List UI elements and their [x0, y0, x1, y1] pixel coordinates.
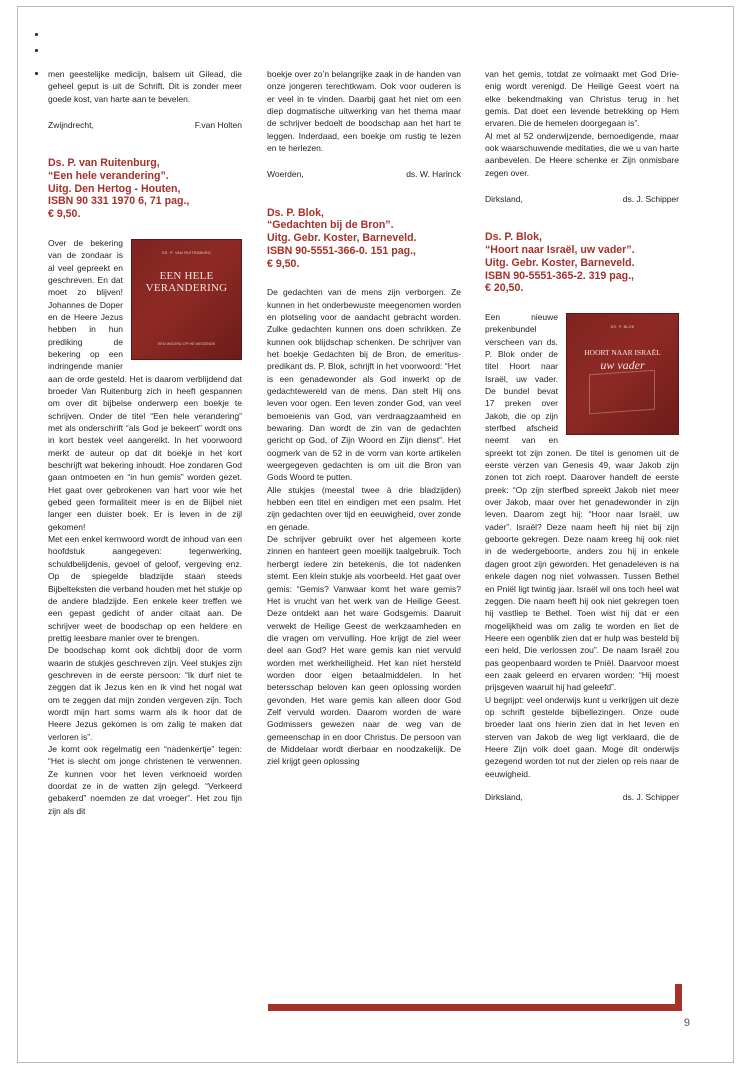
margin-mark — [35, 72, 38, 75]
book-title: “Hoort naar Israël, uw vader”. — [485, 244, 635, 257]
review-paragraph: Alle stukjes (meestal twee à drie bladzijden) hebben een titel en eindigen met een psalm. Het zijn gedachten over tijd en eeuwigheid, over zonde en genade. — [267, 484, 461, 532]
cover-author: DS. P. VAN RUITENBURG — [161, 250, 212, 255]
review-end-text: van het gemis, totdat ze volmaakt met God Drie-enig wordt verenigd. De Heilige Geest voert na elke bekendmaking van Christus terug in het gemis. Dat doet een levende betrekking op Hem ervaren. Die de hemelen doorgegaan is”. — [485, 69, 679, 129]
signature-name: F.van Holten — [194, 120, 242, 131]
book-heading — [267, 207, 461, 271]
column-1 — [48, 68, 242, 817]
review-paragraph: Over de bekering van de zondaar is al veel gepreekt en geschreven. En dat moet zo blijven! Johannes de Doper en de Heere Jezus hebben in hun prediking de bekering op een indringende manier aan de orde gesteld. Het is daarom verblijdend dat broeder Van Ruitenburg zich in heeft gespannen om over dit bijbelse onderwerp een boekje te schrijven. Onder de titel “Een hele verandering” met als onderschrift “als God je bekeert” wordt ons in kort bestek veel aangereikt. In het voorwoord merkt de auteur op dat dit boekje in het kort beschrijft wat bekering inhoudt. Hoe zondaren God gaan ontmoeten en “in hun gemis” worden gezet. Het gaat over gebrokenen van hart voor wie het gebed geen formaliteit meer is en de Bijbel niet langer een duister boek. Er is leven in de zijl gekomen! — [48, 237, 242, 532]
page-number: 9 — [683, 1017, 690, 1029]
signature — [485, 193, 679, 205]
review-end-text: men geestelijke medicijn, balsem uit Gilead, die geheel geput is uit de Schrift. Dit is zonder meer goede kost, van harte aan te bevelen. — [48, 69, 242, 104]
book-author: Ds. P. Blok, — [485, 231, 542, 244]
signature — [267, 168, 461, 180]
book-cover-image — [131, 239, 242, 360]
cover-subtitle: EEN WOORD OP HE WEGENDE — [157, 341, 216, 346]
margin-mark — [35, 49, 38, 52]
book-heading — [48, 157, 242, 221]
review-paragraph: Met een enkel kernwoord wordt de inhoud van een hoofdstuk aangegeven: tegenwerking, schuldbelijdenis, gevoel of geloof, vergeving enz. Op de spiegelde bladzijde staan steeds Bijbelteksten die verband houden met het stukje op de andere bladzijde. Een enkele keer treffen we een gepast gedicht of ander citaat aan. De schrijver weet de boodschap op een heldere en prettig leesbare manier over te brengen. — [48, 534, 242, 643]
book-author: Ds. P. Blok, — [267, 206, 324, 219]
book-publisher: Uitg. Gebr. Koster, Barneveld. — [485, 256, 635, 269]
book-publisher: Uitg. Den Hertog - Houten, — [48, 182, 181, 195]
column-2 — [267, 68, 461, 768]
book-author: Ds. P. van Ruitenburg, — [48, 157, 160, 170]
cover-title-script: uw vader — [600, 357, 645, 372]
signature-name: ds. J. Schipper — [622, 792, 679, 803]
review-paragraph: Je komt ook regelmatig een “nadenkertje” tegen: “Het is slecht om jonge christenen te verwennen. Ze kunnen voor het leven verknoeid worden doordat ze in de watten zijn gelegd. “Verkeerd gebakerd” noemden ze dat vroeger”. Het zou fijn zijn als dit — [48, 743, 242, 816]
book-title: “Gedachten bij de Bron”. — [267, 219, 394, 232]
signature — [48, 119, 242, 131]
signature-place: Dirksland, — [485, 194, 523, 205]
book-price: € 20,50. — [485, 282, 524, 295]
review-paragraph: De schrijver gebruikt over het algemeen korte zinnen en hanteert geen moeilijk taalgebruik. Toch herbergt iedere zin betekenis, die tot nadenken stemt. Een klein stukje als voorbeeld. Het gaat over gemis: “Gemis? Vanwaar komt het ware gemis? Het is vrucht van het werk van de Heilige Geest. Deze ontdekt aan het ware Godsgemis. Daaruit verwekt de Heilige Geest de werkzaamheden en die vragen om vervulling. Hoe krijgt de ziel weer deel aan God? Het ware gemis kan niet vervuld worden met werkheiligheid. Het kan niet hersteld worden door eigen betaalmiddelen. In het betersschap beloven kan geen oplossing worden gevonden. Het ware gemis kan alleen door God Zelf vervuld worden. Daarom worden de ware Godmissers gewezen naar de weg van de gemeenschap in en door Christus. De persoon van de Middelaar wordt dierbaar en noodzakelijk. De ziel krijgt geen oplossing — [267, 534, 461, 767]
review-paragraph: De boodschap komt ook dichtbij door de vorm waarin de stukjes geschreven zijn. Veel stukjes zijn geschreven in de eerste persoon: “Ik durf niet te zeggen dat ik Jezus ken en ik vind het nogal wat om te zeggen dat mijn zonden vergeven zijn. Toch wordt mijn hart soms warm als ik hoor dat de Heere Jezus gekomen is om zalig te maken dat verloren is”. — [48, 645, 242, 742]
signature-place: Zwijndrecht, — [48, 120, 94, 131]
footer-rule — [268, 1004, 678, 1011]
footer-rule-end — [675, 984, 682, 1011]
book-isbn: ISBN 90-5551-366-0. 151 pag., — [267, 244, 416, 257]
signature-name: ds. J. Schipper — [622, 194, 679, 205]
book-title: “Een hele verandering”. — [48, 170, 169, 183]
cover-page-illustration — [589, 370, 655, 415]
signature — [485, 791, 679, 803]
margin-mark — [35, 33, 38, 36]
signature-place: Woerden, — [267, 169, 304, 180]
book-heading — [485, 231, 679, 295]
book-price: € 9,50. — [48, 208, 81, 221]
cover-author: DS. P. BLOK — [610, 324, 635, 329]
signature-name: ds. W. Harinck — [406, 169, 461, 180]
book-publisher: Uitg. Gebr. Koster, Barneveld. — [267, 232, 417, 245]
cover-title: HOORT NAAR ISRAËL — [584, 347, 661, 357]
review-paragraph: U begrijpt: veel onderwijs kunt u verkrijgen uit deze op schrift gestelde bijbellezingen. Onze oude broeder laat ons hierin zien dat in het leven en sterven van Jakob de weg ligt verklaard, die de Heere Zijn volk doet gaan. Moge dit onderwijs gezegend worden tot nut der zielen op reis naar de eeuwigheid. — [485, 694, 679, 779]
review-end-text: Al met al 52 onderwijzende, bemoedigende, maar ook waarschuwende meditaties, die we u van harte aanbevelen. De Heere schenke er Zijn onmisbare zegen over. — [485, 130, 679, 178]
book-cover-image — [566, 313, 679, 435]
signature-place: Dirksland, — [485, 792, 523, 803]
review-paragraph: De gedachten van de mens zijn verborgen. Ze kunnen in het onderbewuste meegenomen worden en plotseling voor de aandacht gebracht worden. Zulke gedachten kunnen ons doen schrikken. Ze kunnen ook blijdschap schenken. De schrijver van het boekje Gedachten bij de Bron, de emeritus-predikant ds. P. Blok, schrijft in het voorwoord: “Het is een genadewonder als God inwerkt op de gedachtewereld van de mens. Dan stelt Hij ons leven voor ogen. Een leven zonder God, van veel bemoeienis van God, van verdraagzaamheid en bewaring. Dan wordt de zin van de gedachten gericht op God, of Zijn Woord en Zijn dienst”. Het oogmerk van de 52 in de vorm van korte artikelen weergegeven gedachten is om uit die Bron van Gods Woord te putten. — [267, 287, 461, 483]
book-isbn: ISBN 90-5551-365-2. 319 pag., — [485, 269, 634, 282]
column-3 — [485, 68, 679, 803]
review-end-text: boekje over zo’n belangrijke zaak in de handen van onze jongeren terechtkwam. Ook voor ouderen is er veel in te vinden. Daarbij gaat het niet om een diep dogmatische uitwerking van het thema maar de schrijver bedoelt de boodschap aan het hart te leggen. Inderdaad, een boekje om rustig te lezen en te herlezen. — [267, 69, 461, 154]
book-isbn: ISBN 90 331 1970 6, 71 pag., — [48, 195, 190, 208]
cover-title: EEN HELE VERANDERING — [145, 269, 228, 294]
book-price: € 9,50. — [267, 257, 300, 270]
review-paragraph: Een nieuwe prekenbundel verscheen van ds. P. Blok onder de titel Hoort naar Israël, uw vader. De bundel bevat 17 preken over Jakob, die op zijn sterfbed afscheid neemt van en spreekt tot zijn zonen. De titel is genomen uit de eerste verzen van Genesis 49, waar Jakob zijn zonen tot zich roept. Daarover handelt de eerste preek: “Op zijn sterfbed spreekt Jakob niet meer over Jakob, maar over het genadewonder in zijn leven. Daarom zegt hij: “Hoor naar Israël, uw vader”. Israël? Deze naam heeft hij niet bij zijn geboorte gekregen. Deze naam kreeg hij ook niet in de wedergeboorte, anders zou hij in enkele dagen groot zijn geworden. Het genadeleven is na enkele dagen nog niet volwassen. Tussen Bethel en Pniël ligt twintig jaar. Israël wil ons toch heel wat zeggen. Die naam heeft hij ook niet gekregen toen hij vastliep te Bethel. Toen wist hij dat er een mogelijkheid was om zalig te worden en liet de Heere een ogenblik zien dat er hulp was besteld bij een held, Die verlossen zou”. De naam Israël zou pas geopenbaard worden te Pniël. Daarvoor moest een zaak geleerd en ervaren worden: “Hij moest prijsgeven waaruit hij had geleefd”. — [485, 311, 679, 693]
